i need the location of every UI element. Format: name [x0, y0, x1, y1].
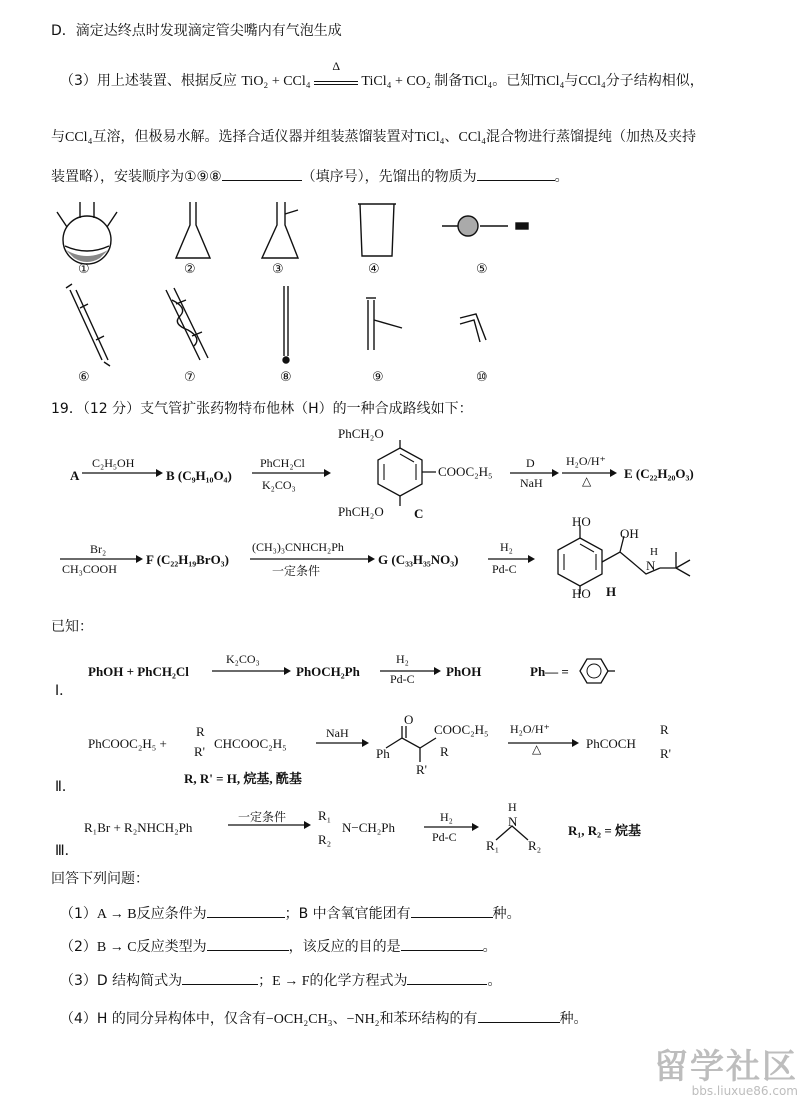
reaction-equation	[241, 59, 434, 89]
q2-blank-purpose[interactable]	[401, 938, 483, 951]
k2-ester: CHCOOC₂H₅	[214, 736, 287, 751]
question-1	[60, 903, 521, 923]
arrow-to-e	[562, 468, 618, 478]
h-n: N	[646, 558, 656, 573]
arrow-c-intermediate	[510, 468, 560, 478]
period: 。	[554, 169, 569, 185]
apparatus-figure	[40, 190, 560, 390]
part3-line2	[51, 126, 696, 146]
cond-bc-bot: K₂CO₃	[262, 478, 296, 492]
part3-text-f: 与	[564, 73, 579, 89]
apparatus-label-6: ⑥	[78, 370, 90, 385]
q4-text-e: 和苯环结构的有	[379, 1011, 478, 1027]
line2-g: 混合物进行蒸馏提纯（加热及夹持	[485, 129, 696, 145]
cond-e-top: H₂O/H⁺	[566, 454, 606, 468]
k2-prod-ester: COOC₂H₅	[434, 722, 489, 737]
compound-c-label: C	[414, 506, 424, 521]
cond-bc-top: PhCH₂Cl	[260, 456, 305, 470]
k1-left: PhOH + PhCH₂Cl	[88, 664, 189, 679]
k3-n-ch2ph: N−CH₂Ph	[342, 820, 396, 835]
arrow-bc	[252, 468, 332, 478]
apparatus-label-2: ②	[184, 262, 196, 277]
line2-a: 与	[51, 129, 65, 145]
beaker-icon	[358, 204, 396, 256]
formula-ticl4: TiCl₄	[462, 74, 493, 89]
k3-left: R₁Br + R₂NHCH₂Ph	[84, 820, 193, 835]
answer-blank-order[interactable]	[222, 168, 302, 181]
k2-prod-r: R	[440, 744, 449, 759]
q3-text-d: 的化学方程式为	[309, 973, 408, 989]
spiral-condenser-icon	[166, 288, 208, 360]
q3-blank-equation[interactable]	[407, 972, 487, 985]
cond-fg-top: (CH₃)₃CNHCH₂Ph	[252, 540, 344, 554]
h-nh-h: H	[650, 546, 658, 558]
q1-text-d: ；B 中含氧官能团有	[284, 906, 411, 922]
k3-cond2-top: H₂	[440, 810, 453, 824]
k1-arrow2	[380, 666, 442, 676]
part3-text-h: 分子结构相似，	[605, 73, 704, 89]
formula-ticl4-2: TiCl₄	[534, 74, 565, 89]
question-2	[60, 936, 497, 956]
k3-prod-n: N	[508, 814, 518, 829]
k3-prod-r2: R₂	[528, 838, 542, 853]
line2-c: 互溶，但极易水解。选择合适仪器并组装蒸馏装置对	[92, 129, 415, 145]
part3-line3	[51, 166, 569, 186]
arrow-ab	[82, 468, 164, 478]
answer-label: 回答下列问题：	[51, 871, 149, 887]
cond-gh-bot: Pd-C	[492, 562, 517, 576]
cond-gh-top: H₂	[500, 540, 513, 554]
answer-blank-distilled[interactable]	[477, 168, 555, 181]
k2-left: PhCOOC₂H₅ +	[88, 736, 167, 751]
k3-r2: R₂	[318, 832, 332, 847]
k2-final-rp: R'	[660, 746, 672, 761]
q4-text-a: （4）H 的同分异构体中，仅含有	[60, 1011, 266, 1027]
k2-note: R, R' = H, 烷基, 酰基	[184, 771, 302, 786]
q4-text-f: 种。	[559, 1011, 588, 1027]
drying-tube-icon	[442, 216, 528, 236]
conical-flask-icon	[176, 202, 210, 258]
h-oh: OH	[620, 526, 639, 541]
question-3	[60, 970, 501, 990]
c-substituent-top: PhCH₂O	[338, 426, 384, 441]
k1-ph-def: Ph— =	[530, 664, 569, 679]
k2-num: Ⅱ．	[55, 779, 76, 795]
compound-f: F (C₂₂H₁₉BrO₃)	[146, 552, 229, 567]
compound-b: B (C₉H₁₀O₄)	[166, 468, 232, 483]
k3-cond2-bot: Pd-C	[432, 830, 457, 844]
straight-condenser-icon	[66, 284, 110, 366]
arrow-fg	[250, 554, 376, 564]
reaction-arrow	[314, 59, 358, 85]
reaction-condition: Δ	[332, 59, 341, 73]
q1-ab: A → B	[96, 907, 137, 922]
q1-num: （1）	[60, 906, 97, 922]
q4-ethoxy: −OCH₂CH₃	[265, 1012, 333, 1027]
install-order-text: 装置略），安装顺序为①⑨⑧	[51, 169, 222, 185]
k2-rp: R'	[194, 744, 206, 759]
benzene-ring-icon	[570, 654, 616, 688]
q3-text-e: 。	[487, 973, 502, 989]
question-4	[60, 1008, 588, 1028]
k2-prod-rp: R'	[416, 762, 428, 777]
cond-ab-top: C₂H₅OH	[92, 456, 135, 470]
thermometer-icon	[283, 286, 289, 363]
k2-cond2-top: H₂O/H⁺	[510, 722, 550, 736]
apparatus-label-7: ⑦	[184, 370, 196, 385]
q3-text-b: ；	[258, 973, 273, 989]
q2-text-d: ，该反应的目的是	[288, 939, 401, 955]
q1-blank-condition[interactable]	[207, 905, 285, 918]
apparatus-label-5: ⑤	[476, 262, 488, 277]
c-substituent-ester: COOC₂H₅	[438, 464, 493, 479]
watermark	[654, 1039, 798, 1098]
q2-blank-type[interactable]	[207, 938, 289, 951]
q4-blank-count[interactable]	[478, 1010, 560, 1023]
formula-ccl4: CCl₄	[578, 74, 606, 89]
k1-cond2-bot: Pd-C	[390, 672, 415, 686]
line2-ccl4: CCl₄	[65, 130, 93, 145]
q2-num: （2）	[60, 939, 97, 955]
three-neck-flask-icon	[57, 202, 117, 264]
k3-cond1: 一定条件	[238, 810, 287, 824]
q1-text-c: 反应条件为	[136, 906, 207, 922]
k3-r1: R₁	[318, 808, 332, 823]
q3-text-a: （3）D 结构简式为	[60, 973, 183, 989]
apparatus-label-8: ⑧	[280, 370, 292, 385]
k1-mid: PhOCH₂Ph	[296, 664, 360, 679]
k2-prod-o: O	[404, 712, 414, 727]
reaction-reactants: TiO₂ + CCl₄	[241, 74, 311, 89]
cond-e-bot: △	[582, 474, 592, 488]
apparatus-label-10: ⑩	[476, 370, 488, 385]
q4-text-c: 、	[332, 1011, 347, 1027]
apparatus-label-4: ④	[368, 262, 380, 277]
h-ho-top: HO	[572, 514, 591, 529]
arrow-ef	[60, 554, 144, 564]
part3-line1	[60, 59, 704, 90]
k1-arrow1	[212, 666, 292, 676]
part3-text-a: （3）用上述装置、根据反应	[60, 73, 237, 89]
line2-ticl4: TiCl₄	[414, 130, 445, 145]
apparatus-label-9: ⑨	[372, 370, 384, 385]
k2-arrow2	[508, 738, 580, 748]
q1-blank-groups[interactable]	[411, 905, 493, 918]
k3-prod-r1: R₁	[486, 838, 500, 853]
h-ho-bottom: HO	[572, 586, 591, 601]
k3-note: R₁, R₂ = 烷基	[568, 823, 641, 838]
q4-amino: −NH₂	[346, 1012, 380, 1027]
cond-ef-bot: CH₃COOH	[62, 562, 117, 576]
bent-adapter-icon	[460, 314, 486, 342]
q3-blank-d[interactable]	[182, 972, 258, 985]
q2-bc: B → C	[96, 940, 137, 955]
k3-arrow1	[228, 820, 312, 830]
line2-ccl4-2: CCl₄	[458, 130, 486, 145]
first-distilled-text: （填序号），先馏出的物质为	[301, 169, 477, 185]
distillation-head-icon	[366, 298, 402, 350]
k2-r: R	[196, 724, 205, 739]
cond-cd-top: D	[526, 456, 535, 470]
cond-fg-bot: 一定条件	[272, 564, 321, 578]
k3-arrow2	[424, 822, 480, 832]
part3-text-d: 。已知	[492, 73, 535, 89]
q2-text-e: 。	[482, 939, 497, 955]
cond-ef-top: Br₂	[90, 542, 107, 556]
k1-right: PhOH	[446, 664, 482, 679]
reaction-products: TiCl₄ + CO₂	[361, 74, 431, 89]
k3-prod-h: H	[508, 800, 517, 814]
apparatus-label-3: ③	[272, 262, 284, 277]
k3-num: Ⅲ．	[55, 843, 79, 859]
k2-cond1: NaH	[326, 726, 349, 740]
compound-h-label: H	[606, 584, 617, 599]
q3-ef: E → F	[272, 974, 310, 989]
watermark-url: bbs.liuxue86.com	[691, 1084, 798, 1098]
compound-g: G (C₃₃H₃₅NO₃)	[378, 552, 459, 567]
watermark-title: 留学社区	[654, 1047, 798, 1087]
part3-text-b: 制备	[434, 73, 463, 89]
suction-flask-icon	[262, 202, 298, 258]
compound-e: E (C₂₂H₂₀O₃)	[624, 466, 694, 481]
k2-final: PhCOCH	[586, 736, 636, 751]
apparatus-label-1: ①	[78, 262, 90, 277]
known-label: 已知：	[51, 619, 93, 635]
option-d: D．滴定达终点时发现滴定管尖嘴内有气泡生成	[51, 23, 342, 39]
q19-title: 19．（12 分）支气管扩张药物特布他林（H）的一种合成路线如下：	[51, 401, 473, 417]
arrow-gh	[488, 554, 536, 564]
k2-cond2-bot: △	[532, 742, 542, 756]
k2-arrow1	[316, 738, 370, 748]
k2-prod-ph: Ph	[376, 746, 390, 761]
c-substituent-bottom: PhCH₂O	[338, 504, 384, 519]
k1-num: Ⅰ．	[55, 683, 74, 699]
q1-text-e: 种。	[492, 906, 521, 922]
compound-a: A	[70, 468, 80, 483]
k1-cond2-top: H₂	[396, 652, 409, 666]
q2-text-c: 反应类型为	[136, 939, 207, 955]
k2-final-r: R	[660, 722, 669, 737]
k1-cond1: K₂CO₃	[226, 652, 260, 666]
cond-cd-bot: NaH	[520, 476, 543, 490]
line2-e: 、	[444, 129, 459, 145]
